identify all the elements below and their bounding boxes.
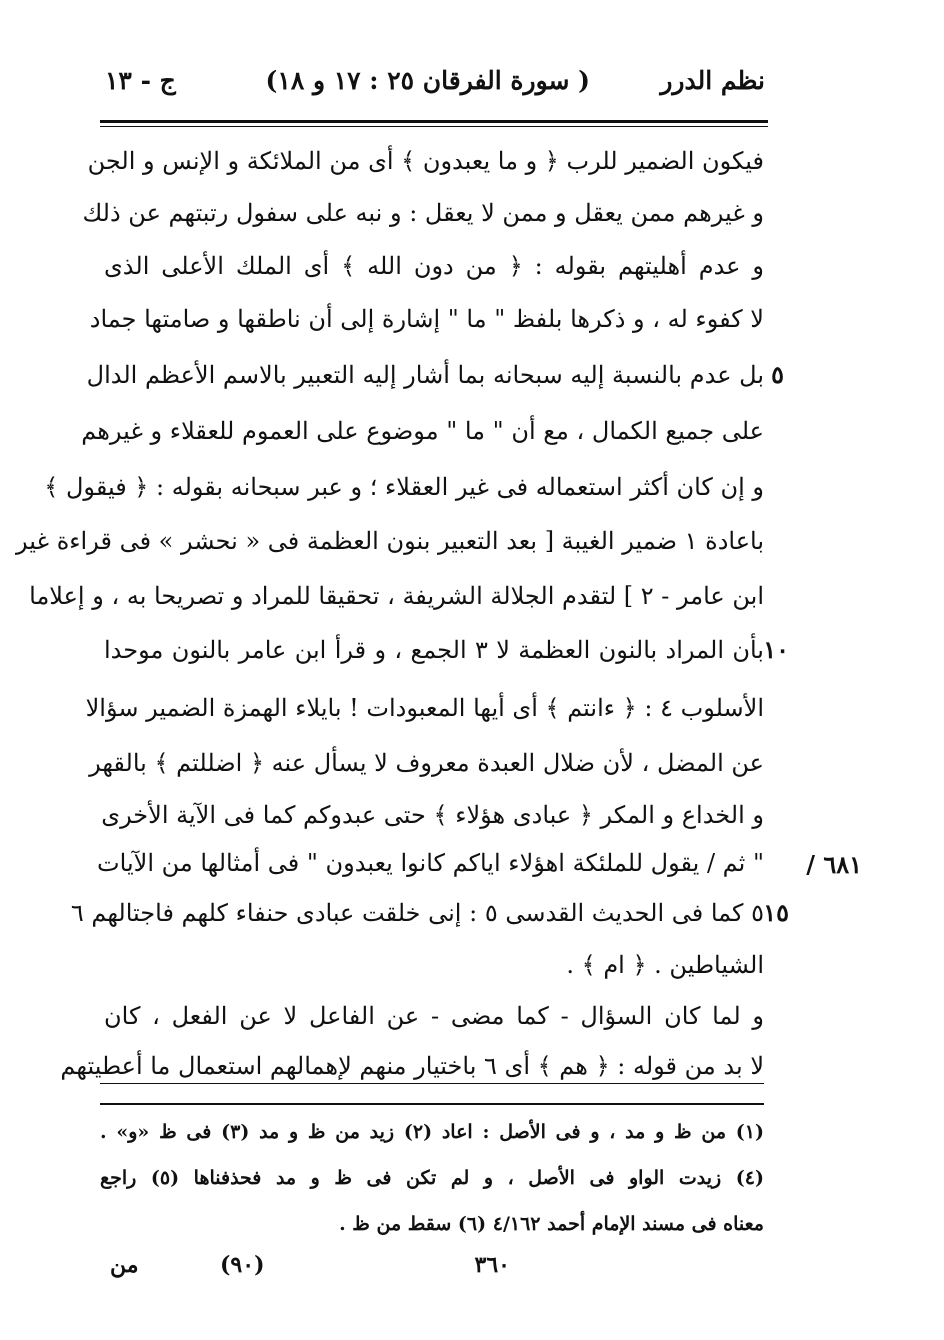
line-number-10: ١٠ xyxy=(763,635,789,664)
body-line-10: بأن المراد بالنون العظمة لا ٣ الجمع ، و قرأ ابن عامر بالنون موحدا xyxy=(104,636,764,664)
line-number-5: ٥ xyxy=(771,360,784,389)
body-line-13: و الخداع و المكر ﴿ عبادى هؤلاء ﴾ حتى عبدوكم كما فى الآية الأخرى xyxy=(101,801,764,829)
catchword: من xyxy=(110,1252,139,1278)
body-line-3: و عدم أهليتهم بقوله : ﴿ من دون الله ﴾ أى الملك الأعلى الذى xyxy=(104,252,764,280)
body-line-5: بل عدم بالنسبة إليه سبحانه بما أشار إليه التعبير بالاسم الأعظم الدال xyxy=(86,361,764,389)
surah-reference: ( سورة الفرقان ٢٥ : ١٧ و ١٨) xyxy=(265,66,590,95)
body-line-8: باعادة ١ ضمير الغيبة [ بعد التعبير بنون العظمة فى « نحشر » فى قراءة غير xyxy=(16,527,764,555)
line-number-15: ١٥ xyxy=(763,898,789,927)
body-line-14: " ثم / يقول للملئكة اهؤلاء اياكم كانوا يعبدون " فى أمثالها من الآيات xyxy=(97,849,764,877)
book-title: نظم الدرر xyxy=(660,66,765,95)
body-line-12: عن المضل ، لأن ضلال العبدة معروف لا يسأل عنه ﴿ اضللتم ﴾ بالقهر xyxy=(89,749,764,777)
header-rule xyxy=(100,120,768,123)
body-line-18: لا بد من قوله : ﴿ هم ﴾ أى ٦ باختيار منهم لإهمالهم استعمال ما أعطيتهم xyxy=(60,1052,764,1080)
body-line-17: و لما كان السؤال - كما مضى - عن الفاعل لا عن الفعل ، كان xyxy=(104,1002,764,1030)
signature-mark: (٩٠) xyxy=(220,1252,265,1278)
page-number: ٣٦٠ xyxy=(474,1252,510,1278)
body-line-6: على جميع الكمال ، مع أن " ما " موضوع على العموم للعقلاء و غيرهم xyxy=(81,417,764,445)
body-line-1: فيكون الضمير للرب ﴿ و ما يعبدون ﴾ أى من الملائكة و الإنس و الجن xyxy=(87,147,764,175)
body-line-9: ابن عامر - ٢ ] لتقدم الجلالة الشريفة ، تحقيقا للمراد و تصريحا به ، و إعلاما xyxy=(29,582,764,610)
page-header xyxy=(105,66,765,106)
margin-page-number: / ٦٨١ xyxy=(806,850,862,879)
footnote-rule xyxy=(100,1103,764,1105)
text-underline xyxy=(100,1083,764,1084)
header-rule-thin xyxy=(100,126,768,127)
volume-label: ج - ١٣ xyxy=(105,66,176,95)
body-line-15: ٥ كما فى الحديث القدسى ٥ : إنى خلقت عبادى حنفاء كلهم فاجتالهم ٦ xyxy=(70,899,764,927)
footnote-line-2: (٤) زيدت الواو فى الأصل ، و لم تكن فى ظ و مد فحذفناها (٥) راجع xyxy=(100,1167,764,1189)
body-line-4: لا كفوء له ، و ذكرها بلفظ " ما " إشارة إلى أن ناطقها و صامتها جماد xyxy=(89,305,764,333)
footnote-line-3: معناه فى مسند الإمام أحمد ٤/١٦٢ (٦) سقط من ظ . xyxy=(339,1213,764,1235)
body-line-16: الشياطين . ﴿ ام ﴾ . xyxy=(566,951,764,979)
page-footer xyxy=(110,1252,740,1286)
body-line-11: الأسلوب ٤ : ﴿ ءانتم ﴾ أى أيها المعبودات ! بايلاء الهمزة الضمير سؤالا xyxy=(85,694,764,722)
body-line-2: و غيرهم ممن يعقل و ممن لا يعقل : و نبه على سفول رتبتهم عن ذلك xyxy=(82,199,764,227)
body-line-7: و إن كان أكثر استعماله فى غير العقلاء ؛ و عبر سبحانه بقوله : ﴿ فيقول ﴾ xyxy=(44,473,764,501)
footnote-line-1: (١) من ظ و مد ، و فى الأصل : اعاد (٢) زيد من ظ و مد (٣) فى ظ «و» . xyxy=(100,1121,764,1143)
